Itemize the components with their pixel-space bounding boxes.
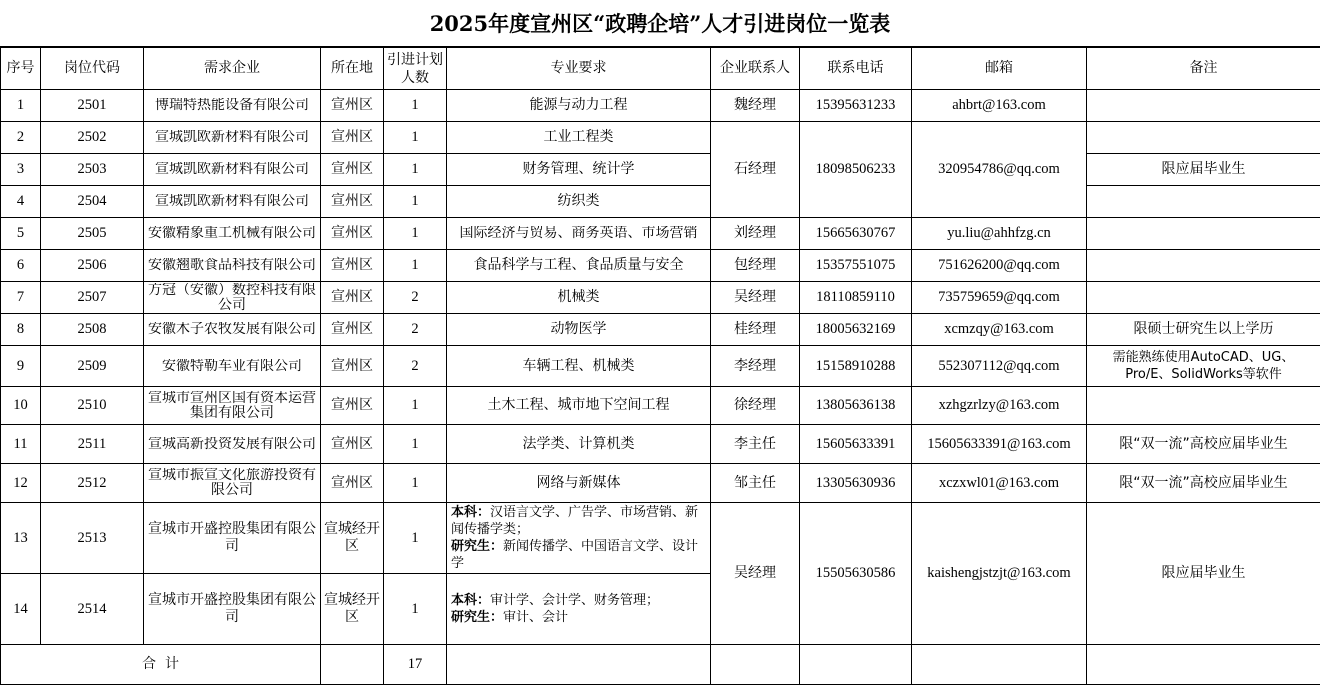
cell-plan: 1: [384, 154, 447, 186]
positions-table: [0, 47, 1320, 685]
cell-plan: 1: [384, 503, 447, 574]
company-text: 宣城市宣州区国有资本运营集团有限公司: [148, 390, 316, 421]
cell-code: 2511: [41, 425, 144, 464]
total-empty-cell: [800, 645, 912, 685]
cell-location: 宣州区: [321, 122, 384, 154]
cell-contact: 吴经理: [711, 282, 800, 314]
cell-note: [1087, 122, 1320, 154]
cell-plan: 2: [384, 314, 447, 346]
cell-location: 宣州区: [321, 387, 384, 425]
total-empty-cell: [711, 645, 800, 685]
cell-seq: 2: [1, 122, 41, 154]
cell-major: 工业工程类: [447, 122, 711, 154]
cell-plan: 1: [384, 122, 447, 154]
cell-major: [447, 218, 711, 250]
page-title: 2025年度宣州区“政聘企培”人才引进岗位一览表: [0, 0, 1320, 47]
header-location: 所在地: [321, 48, 384, 90]
cell-phone: 13305630936: [800, 464, 912, 503]
table-row: [1, 346, 1320, 387]
cell-location: 宣城经开区: [321, 574, 384, 645]
cell-phone: 15665630767: [800, 218, 912, 250]
total-empty-cell: [912, 645, 1087, 685]
cell-contact: 邹主任: [711, 464, 800, 503]
header-note: 备注: [1087, 48, 1320, 90]
table-row: [1, 314, 1320, 346]
table-row: [1, 282, 1320, 314]
undergrad-label: 本科：: [451, 505, 491, 520]
header-phone: 联系电话: [800, 48, 912, 90]
cell-major: [447, 574, 711, 645]
cell-email: 15605633391@163.com: [912, 425, 1087, 464]
cell-location: 宣州区: [321, 186, 384, 218]
header-company: 需求企业: [144, 48, 321, 90]
company-text: 安徽翘歌食品科技有限公司: [148, 258, 316, 273]
cell-code: 2506: [41, 250, 144, 282]
cell-note: [1087, 90, 1320, 122]
cell-plan: 1: [384, 90, 447, 122]
header-email: 邮箱: [912, 48, 1087, 90]
cell-company: [144, 425, 321, 464]
postgrad-majors: 审计、会计: [503, 610, 569, 625]
major-text: 国际经济与贸易、商务英语、市场营销: [459, 226, 698, 241]
cell-email: xczxwl01@163.com: [912, 464, 1087, 503]
cell-company: [144, 250, 321, 282]
cell-contact: 刘经理: [711, 218, 800, 250]
total-label: 合 计: [1, 645, 321, 685]
cell-email: ahbrt@163.com: [912, 90, 1087, 122]
postgrad-label: 研究生：: [451, 610, 504, 625]
cell-phone: 18098506233: [800, 122, 912, 218]
cell-major: 网络与新媒体: [447, 464, 711, 503]
cell-note: 限“双一流”高校应届毕业生: [1087, 425, 1320, 464]
header-plan: 引进计划人数: [384, 48, 447, 90]
company-text: 宣城高新投资发展有限公司: [148, 436, 316, 452]
cell-seq: 9: [1, 346, 41, 387]
header-code: 岗位代码: [41, 48, 144, 90]
cell-company: 宣城市开盛控股集团有限公司: [144, 503, 321, 574]
header-seq: 序号: [1, 48, 41, 90]
company-text: 安徽木子农牧发展有限公司: [148, 322, 316, 337]
note-text: 需能熟练使用AutoCAD、UG、Pro/E、SolidWorks等软件: [1112, 350, 1295, 382]
cell-code: 2514: [41, 574, 144, 645]
cell-phone: 15357551075: [800, 250, 912, 282]
cell-code: 2504: [41, 186, 144, 218]
cell-note: 限“双一流”高校应届毕业生: [1087, 464, 1320, 503]
cell-contact: 桂经理: [711, 314, 800, 346]
cell-code: 2512: [41, 464, 144, 503]
cell-seq: 7: [1, 282, 41, 314]
cell-code: 2508: [41, 314, 144, 346]
cell-location: 宣城经开区: [321, 503, 384, 574]
cell-company: [144, 282, 321, 314]
cell-location: 宣州区: [321, 464, 384, 503]
cell-note: [1087, 186, 1320, 218]
cell-contact: 徐经理: [711, 387, 800, 425]
cell-email: 320954786@qq.com: [912, 122, 1087, 218]
table-row: [1, 464, 1320, 503]
cell-plan: 2: [384, 346, 447, 387]
cell-seq: 13: [1, 503, 41, 574]
header-major: 专业要求: [447, 48, 711, 90]
company-text: 安徽精象重工机械有限公司: [148, 226, 316, 241]
company-text: 博瑞特热能设备有限公司: [155, 98, 309, 113]
cell-plan: 1: [384, 387, 447, 425]
cell-location: 宣州区: [321, 90, 384, 122]
cell-contact: 李主任: [711, 425, 800, 464]
cell-code: 2501: [41, 90, 144, 122]
cell-code: 2513: [41, 503, 144, 574]
cell-note: 限硕士研究生以上学历: [1087, 314, 1320, 346]
cell-company: [144, 90, 321, 122]
cell-company: 宣城市开盛控股集团有限公司: [144, 574, 321, 645]
cell-location: 宣州区: [321, 425, 384, 464]
cell-major: 车辆工程、机械类: [447, 346, 711, 387]
cell-phone: 15605633391: [800, 425, 912, 464]
cell-plan: 1: [384, 250, 447, 282]
cell-seq: 8: [1, 314, 41, 346]
company-text: 宣城凯欧新材料有限公司: [155, 162, 309, 177]
cell-email: 552307112@qq.com: [912, 346, 1087, 387]
cell-email: kaishengjstzjt@163.com: [912, 503, 1087, 645]
cell-phone: 13805636138: [800, 387, 912, 425]
cell-major: 能源与动力工程: [447, 90, 711, 122]
company-text: 宣城凯欧新材料有限公司: [155, 130, 309, 145]
cell-major: 动物医学: [447, 314, 711, 346]
cell-code: 2502: [41, 122, 144, 154]
table-row: [1, 425, 1320, 464]
cell-note: 限应届毕业生: [1087, 154, 1320, 186]
cell-seq: 10: [1, 387, 41, 425]
cell-company: [144, 387, 321, 425]
cell-company: [144, 314, 321, 346]
total-empty-cell: [1087, 645, 1320, 685]
cell-major: 法学类、计算机类: [447, 425, 711, 464]
table-row: [1, 387, 1320, 425]
table-header-row: [1, 48, 1320, 90]
cell-contact: 石经理: [711, 122, 800, 218]
cell-major: [447, 503, 711, 574]
table-row: [1, 503, 1320, 574]
cell-note: [1087, 387, 1320, 425]
cell-seq: 4: [1, 186, 41, 218]
cell-phone: 18110859110: [800, 282, 912, 314]
cell-major: 土木工程、城市地下空间工程: [447, 387, 711, 425]
undergrad-majors: 汉语言文学、广告学、市场营销、新闻传播学类；: [451, 505, 699, 537]
cell-note: [1087, 250, 1320, 282]
company-text: 宣城市振宣文化旅游投资有限公司: [148, 468, 316, 498]
cell-company: [144, 186, 321, 218]
cell-seq: 5: [1, 218, 41, 250]
cell-company: [144, 122, 321, 154]
cell-email: xcmzqy@163.com: [912, 314, 1087, 346]
cell-location: 宣州区: [321, 346, 384, 387]
cell-contact: 魏经理: [711, 90, 800, 122]
cell-contact: 吴经理: [711, 503, 800, 645]
cell-company: [144, 346, 321, 387]
postgrad-majors: 新闻传播学、中国语言文学、设计学: [451, 539, 699, 571]
cell-plan: 1: [384, 464, 447, 503]
table-row: [1, 90, 1320, 122]
cell-seq: 14: [1, 574, 41, 645]
total-empty-cell: [321, 645, 384, 685]
cell-company: [144, 218, 321, 250]
header-contact: 企业联系人: [711, 48, 800, 90]
cell-major: 食品科学与工程、食品质量与安全: [447, 250, 711, 282]
cell-plan: 1: [384, 186, 447, 218]
cell-seq: 1: [1, 90, 41, 122]
cell-phone: 15395631233: [800, 90, 912, 122]
company-text: 宣城凯欧新材料有限公司: [155, 194, 309, 209]
cell-note: [1087, 346, 1320, 387]
table-row: [1, 186, 1320, 218]
table-row: [1, 250, 1320, 282]
company-text: 安徽特勒车业有限公司: [162, 358, 302, 374]
total-row: [1, 645, 1320, 685]
cell-phone: 15505630586: [800, 503, 912, 645]
cell-contact: 包经理: [711, 250, 800, 282]
cell-email: yu.liu@ahhfzg.cn: [912, 218, 1087, 250]
cell-plan: 2: [384, 282, 447, 314]
cell-seq: 11: [1, 425, 41, 464]
cell-code: 2503: [41, 154, 144, 186]
cell-location: 宣州区: [321, 282, 384, 314]
cell-email: xzhgzrlzy@163.com: [912, 387, 1087, 425]
cell-code: 2510: [41, 387, 144, 425]
cell-email: 735759659@qq.com: [912, 282, 1087, 314]
total-empty-cell: [447, 645, 711, 685]
total-value: 17: [384, 645, 447, 685]
cell-phone: 18005632169: [800, 314, 912, 346]
cell-major: 财务管理、统计学: [447, 154, 711, 186]
cell-note: 限应届毕业生: [1087, 503, 1320, 645]
cell-plan: 1: [384, 218, 447, 250]
cell-seq: 6: [1, 250, 41, 282]
cell-note: [1087, 218, 1320, 250]
undergrad-majors: 审计学、会计学、财务管理；: [490, 593, 660, 608]
cell-company: [144, 464, 321, 503]
cell-seq: 3: [1, 154, 41, 186]
cell-code: 2509: [41, 346, 144, 387]
table-row: [1, 122, 1320, 154]
cell-plan: 1: [384, 574, 447, 645]
cell-seq: 12: [1, 464, 41, 503]
cell-major: 纺织类: [447, 186, 711, 218]
cell-phone: 15158910288: [800, 346, 912, 387]
cell-email: 751626200@qq.com: [912, 250, 1087, 282]
company-text: 方冠（安徽）数控科技有限公司: [148, 282, 316, 313]
cell-location: 宣州区: [321, 218, 384, 250]
cell-location: 宣州区: [321, 154, 384, 186]
table-row: [1, 218, 1320, 250]
cell-location: 宣州区: [321, 250, 384, 282]
cell-company: [144, 154, 321, 186]
cell-note: [1087, 282, 1320, 314]
table-row: [1, 154, 1320, 186]
cell-code: 2505: [41, 218, 144, 250]
cell-location: 宣州区: [321, 314, 384, 346]
cell-plan: 1: [384, 425, 447, 464]
cell-major: 机械类: [447, 282, 711, 314]
undergrad-label: 本科：: [451, 593, 491, 608]
cell-code: 2507: [41, 282, 144, 314]
cell-contact: 李经理: [711, 346, 800, 387]
postgrad-label: 研究生：: [451, 539, 504, 554]
